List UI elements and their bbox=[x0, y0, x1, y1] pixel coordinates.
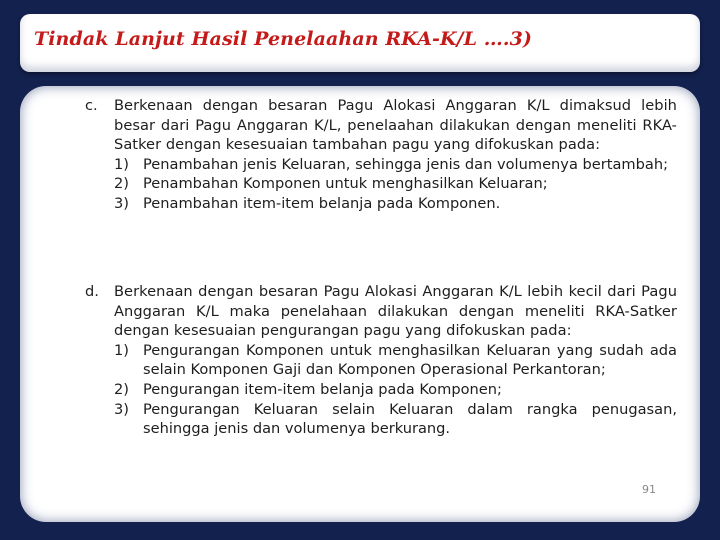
sub-item-text: Penambahan jenis Keluaran, sehingga jenis dan volumenya bertambah; bbox=[143, 155, 669, 173]
item-c bbox=[85, 96, 677, 214]
sub-item bbox=[114, 341, 677, 380]
item-d-subitems bbox=[114, 341, 677, 439]
item-d-row bbox=[85, 282, 677, 341]
sub-item bbox=[114, 400, 677, 439]
page-number: 91 bbox=[642, 483, 656, 496]
sub-item bbox=[114, 380, 677, 400]
item-d-letter: d. bbox=[85, 283, 99, 300]
sub-item bbox=[114, 194, 677, 214]
sub-item bbox=[114, 155, 677, 175]
sub-item-text: Pengurangan Keluaran selain Keluaran dalam rangka penugasan, sehingga jenis dan volumenya berkurang. bbox=[143, 400, 677, 438]
sub-item-number: 1) bbox=[114, 155, 129, 173]
sub-item-text: Pengurangan item-item belanja pada Komponen; bbox=[143, 380, 502, 398]
sub-item-text: Penambahan item-item belanja pada Komponen. bbox=[143, 194, 501, 212]
slide-title: Tindak Lanjut Hasil Penelaahan RKA-K/L ….3) bbox=[34, 28, 532, 50]
sub-item-number: 3) bbox=[114, 194, 129, 212]
item-c-text: Berkenaan dengan besaran Pagu Alokasi Anggaran K/L dimaksud lebih besar dari Pagu Anggaran K/L, penelaahan dilakukan dengan meneliti RKA-Satker dengan kesesuaian tambahan pagu yang difokuskan pada: bbox=[114, 97, 677, 154]
content-box bbox=[20, 86, 700, 522]
title-bar bbox=[20, 14, 700, 72]
sub-item-text: Penambahan Komponen untuk menghasilkan Keluaran; bbox=[143, 175, 548, 193]
item-c-row bbox=[85, 96, 677, 155]
item-c-subitems bbox=[114, 155, 677, 214]
sub-item-text: Pengurangan Komponen untuk menghasilkan Keluaran yang sudah ada selain Komponen Gaji dan Komponen Operasional Perkantoran; bbox=[143, 341, 677, 379]
item-d bbox=[85, 282, 677, 439]
item-d-text: Berkenaan dengan besaran Pagu Alokasi Anggaran K/L lebih kecil dari Pagu Anggaran K/L maka penelahaan dilakukan dengan meneliti RKA-Satker dengan kesesuaian pengurangan pagu yang difokuskan pada: bbox=[114, 283, 677, 340]
item-c-letter: c. bbox=[85, 97, 98, 114]
sub-item-number: 2) bbox=[114, 380, 129, 398]
sub-item-number: 3) bbox=[114, 400, 129, 418]
sub-item-number: 2) bbox=[114, 175, 129, 193]
sub-item-number: 1) bbox=[114, 341, 129, 359]
sub-item bbox=[114, 174, 677, 194]
